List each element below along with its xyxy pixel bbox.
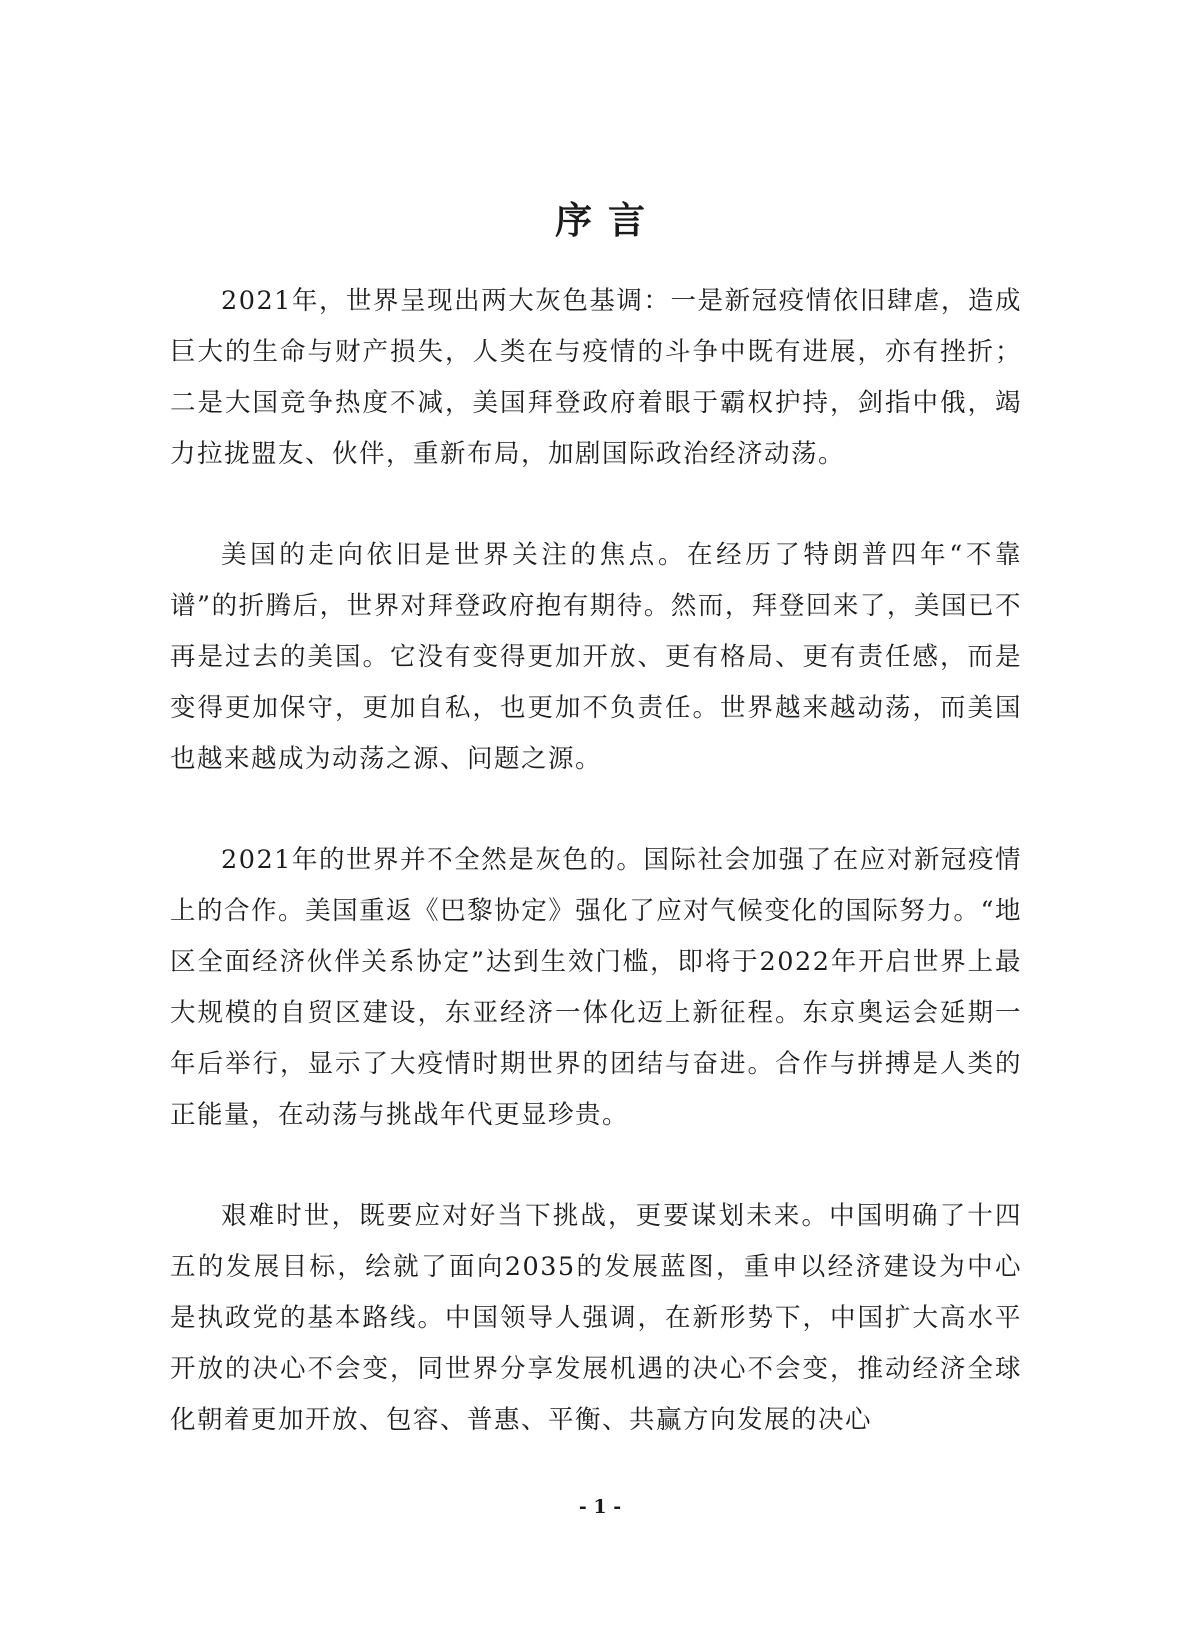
- page-title: 序言: [555, 198, 661, 242]
- paragraph-1: 2021年，世界呈现出两大灰色基调：一是新冠疫情依旧肆虐，造成巨大的生命与财产损失，人类在与疫情的斗争中既有进展，亦有挫折；二是大国竞争热度不减，美国拜登政府着眼于霸权护持，剑指中俄，竭力拉拢盟友、伙伴，重新布局，加剧国际政治经济动荡。: [170, 286, 1022, 469]
- paragraph-2: 美国的走向依旧是世界关注的焦点。在经历了特朗普四年“不靠谱”的折腾后，世界对拜登政府抱有期待。然而，拜登回来了，美国已不再是过去的美国。它没有变得更加开放、更有格局、更有责任感，而是变得更加保守，更加自私，也更加不负责任。世界越来越动荡，而美国也越来越成为动荡之源、问题之源。: [170, 540, 1022, 774]
- page-number: - 1 -: [578, 1496, 622, 1518]
- paragraph-4: 艰难时世，既要应对好当下挑战，更要谋划未来。中国明确了十四五的发展目标，绘就了面向2035的发展蓝图，重申以经济建设为中心是执政党的基本路线。中国领导人强调，在新形势下，中国扩大高水平开放的决心不会变，同世界分享发展机遇的决心不会变，推动经济全球化朝着更加开放、包容、普惠、平衡、共赢方向发展的决心: [170, 1201, 1022, 1435]
- paragraph-3: 2021年的世界并不全然是灰色的。国际社会加强了在应对新冠疫情上的合作。美国重返《巴黎协定》强化了应对气候变化的国际努力。“地区全面经济伙伴关系协定”达到生效门槛，即将于2022年开启世界上最大规模的自贸区建设，东亚经济一体化迈上新征程。东京奥运会延期一年后举行，显示了大疫情时期世界的团结与奋进。合作与拼搏是人类的正能量，在动荡与挑战年代更显珍贵。: [170, 845, 1022, 1130]
- body-text: [170, 276, 1022, 1496]
